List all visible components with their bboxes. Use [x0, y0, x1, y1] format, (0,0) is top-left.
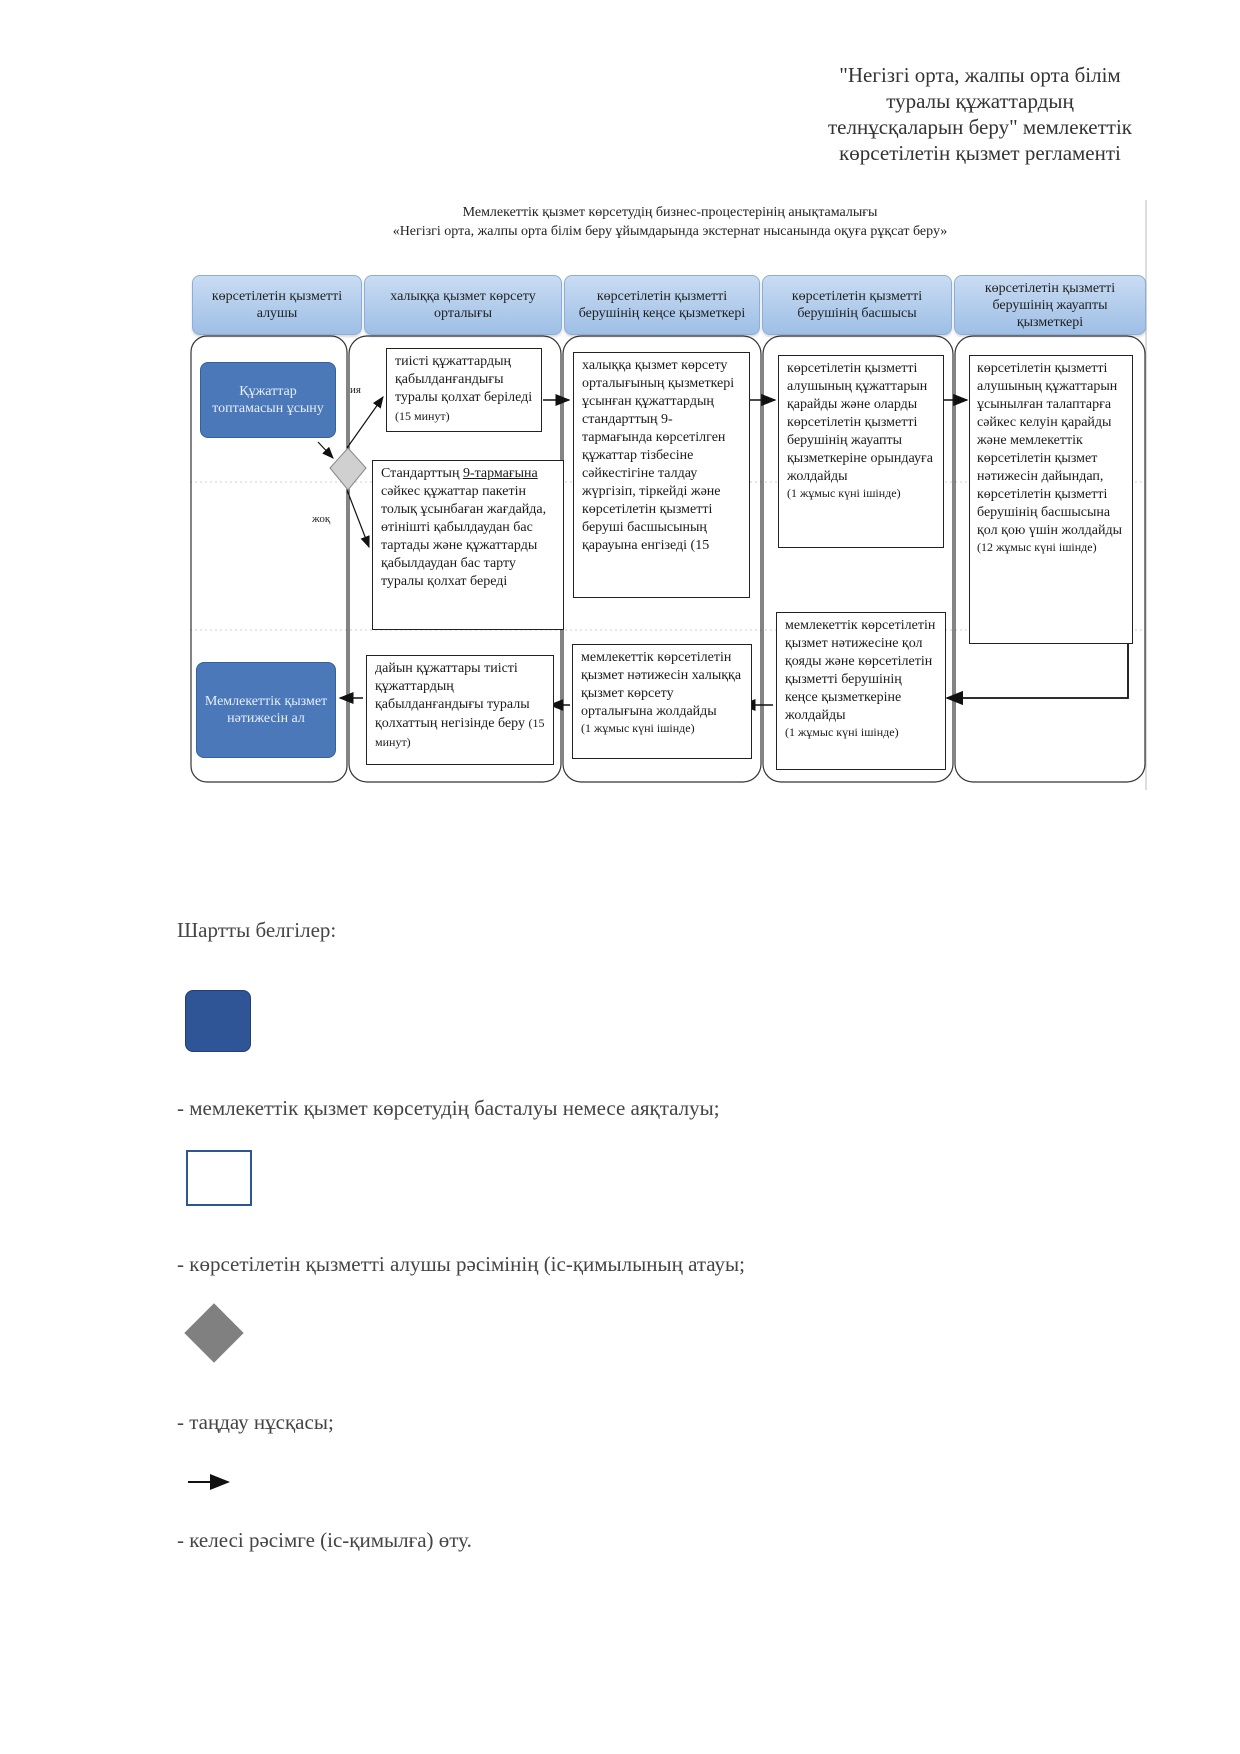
box-issue-time: (15 минут) — [375, 716, 545, 749]
box-receipt-time: (15 минут) — [395, 409, 450, 423]
legend-title: Шартты белгілер: — [177, 918, 337, 942]
box-office-send-time: (1 жұмыс күні ішінде) — [581, 721, 695, 735]
legend-process-icon — [186, 1150, 252, 1206]
box-receipt — [386, 348, 542, 432]
legend-arrow-text: - келесі рәсімге (іс-қимылға) өту. — [177, 1528, 472, 1552]
box-refuse-prefix: Стандарттың — [381, 466, 463, 481]
diagram-title-line-2: «Негізгі орта, жалпы орта білім беру ұйымдарында экстернат нысанында оқуға рұқсат беру» — [392, 224, 948, 239]
legend-start-end-icon — [185, 990, 251, 1052]
box-head-sign-time: (1 жұмыс күні ішінде) — [785, 725, 899, 739]
header-line-3: телнұсқаларын беру" мемлекеттік — [827, 115, 1132, 139]
box-office-send-text: мемлекеттік көрсетілетін қызмет нәтижесін халыққа қызмет көрсету орталығына жолдайды — [581, 650, 742, 719]
start-terminal: Құжаттар топтамасын ұсыну — [200, 362, 336, 438]
box-head-sign — [776, 612, 946, 770]
arrow-decision-yes — [347, 397, 383, 448]
no-label: жоқ — [312, 513, 331, 525]
box-responsible-text: көрсетілетін қызметті алушының құжаттарын ұсынылған талаптарға сәйкес келуін қарайды және мемлекеттік көрсетілетін қызмет нәтижесін дайындап, көрсетілетін қызметті берушінің басшысына қол қою үшін жолдайды — [977, 361, 1123, 538]
decision-diamond — [330, 448, 366, 490]
box-responsible — [969, 355, 1133, 644]
standard-link[interactable]: 9-тармағына — [462, 466, 538, 481]
box-refuse-text: сәйкес құжаттар пакетін толық ұсынбаған жағдайда, өтінішті қабылдаудан бас тартады және құжаттарды қабылдаудан бас тарту туралы қолхат береді — [381, 484, 547, 589]
legend-start-end-text: - мемлекеттік қызмет көрсетудің басталуы немесе аяқталуы; — [177, 1096, 720, 1120]
box-office-send — [572, 644, 752, 759]
lane-header-recipient: көрсетілетін қызметті алушы — [192, 275, 362, 335]
header-line-4: көрсетілетін қызмет регламенті — [839, 141, 1121, 165]
box-head-review — [778, 355, 944, 548]
header-line-2: туралы құжаттардың — [886, 89, 1074, 113]
box-head-review-text: көрсетілетін қызметті алушының құжаттарын қарайды және оларды көрсетілетін қызметті берушінің жауапты қызметкеріне орындауға жолдайды — [787, 361, 933, 484]
legend-decision-text: - таңдау нұсқасы; — [177, 1410, 334, 1434]
box-head-sign-text: мемлекеттік көрсетілетін қызмет нәтижесіне қол қояды және көрсетілетін қызметті берушінің кеңсе қызметкеріне жолдайды — [785, 618, 936, 723]
box-issue — [366, 655, 554, 765]
diagram-title-line-1: Мемлекеттік қызмет көрсетудің бизнес-процестерінің анықтамалығы — [462, 205, 878, 220]
box-office-text: халыққа қызмет көрсету орталығының қызметкері ұсынған құжаттардың стандарттың 9-тармағында көрсетілген құжаттар тізбесіне сәйкестігіне талдау жүргізіп, тіркейді және көрсетілетін қызметті беруші басшысының қарауына енгізеді (15 — [582, 358, 735, 553]
header-line-1: "Негізгі орта, жалпы орта білім — [839, 63, 1121, 87]
box-receipt-text: тиісті құжаттардың қабылданғандығы туралы қолхат беріледі — [395, 354, 533, 405]
lane-header-responsible: көрсетілетін қызметті берушінің жауапты қызметкері — [954, 275, 1146, 335]
lane-header-office: көрсетілетін қызметті берушінің кеңсе қызметкері — [564, 275, 760, 335]
legend-process-text: - көрсетілетін қызметті алушы рәсімінің (іс-қимылының атауы; — [177, 1252, 746, 1276]
lane-header-center: халыққа қызмет көрсету орталығы — [364, 275, 562, 335]
box-responsible-time: (12 жұмыс күні ішінде) — [977, 540, 1097, 554]
yes-label: ия — [350, 384, 361, 396]
end-terminal: Мемлекеттік қызмет нәтижесін ал — [196, 662, 336, 758]
box-refuse — [372, 460, 564, 630]
arrow-start-to-decision — [318, 442, 333, 458]
box-issue-text: дайын құжаттары тиісті құжаттардың қабылданғандығы туралы қолхаттың негізінде беру — [375, 661, 530, 731]
arrow-decision-no — [347, 490, 369, 547]
lane-header-head: көрсетілетін қызметті берушінің басшысы — [762, 275, 952, 335]
box-head-review-time: (1 жұмыс күні ішінде) — [787, 486, 901, 500]
box-office — [573, 352, 750, 598]
